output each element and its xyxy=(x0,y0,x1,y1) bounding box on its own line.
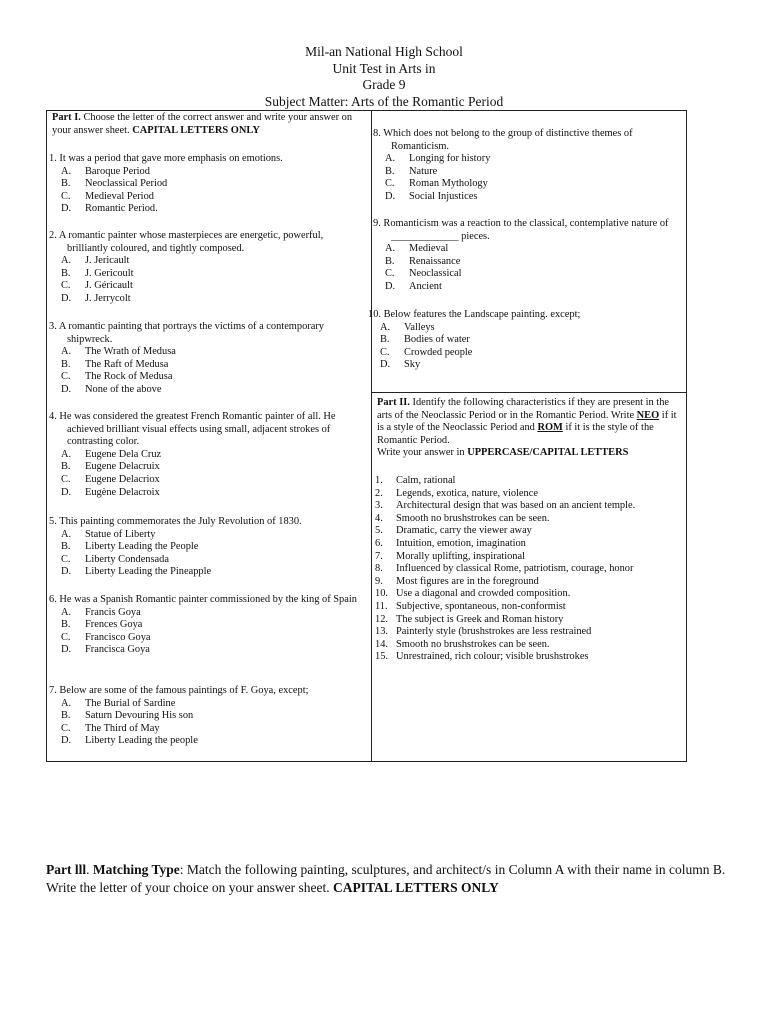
answer-option xyxy=(49,449,361,462)
part2-write-prefix: Write your answer in xyxy=(377,447,468,459)
grade-level: Grade 9 xyxy=(362,77,406,92)
question-text: Below are some of the famous paintings of F. Goya, except; xyxy=(59,685,309,696)
test-title: Unit Test in Arts in xyxy=(332,60,436,76)
answer-option xyxy=(373,268,679,281)
rom-keyword: ROM xyxy=(537,422,563,434)
section-divider xyxy=(372,392,686,393)
answer-option xyxy=(49,541,361,554)
left-column xyxy=(47,111,372,761)
answer-option xyxy=(49,698,361,711)
answer-option xyxy=(49,166,361,179)
question-text: A romantic painter whose masterpieces are energetic, powerful, brilliantly coloured, and tightly composed. xyxy=(58,230,324,254)
answer-option xyxy=(373,256,679,269)
item-number: 3. xyxy=(375,500,383,512)
answer-option xyxy=(49,619,361,632)
question-8 xyxy=(373,128,679,204)
answer-option xyxy=(49,566,361,579)
option-letter: A. xyxy=(380,321,391,333)
answer-option xyxy=(368,334,679,347)
answer-option xyxy=(49,474,361,487)
option-letter: B. xyxy=(385,255,395,267)
option-text: Longing for history xyxy=(409,153,491,165)
answer-option xyxy=(49,268,361,281)
option-letter: A. xyxy=(385,153,396,165)
part2-instructions xyxy=(377,397,680,460)
part3-instruction: : Match the following painting, sculptures, and architect/s in Column A with their name in column B. Write the letter of your choice on your answer sheet. xyxy=(46,862,726,895)
item-text: Smooth no brushstrokes can be seen. xyxy=(396,638,550,650)
answer-option xyxy=(49,203,361,216)
characteristic-item xyxy=(375,614,680,627)
question-number: 10. xyxy=(368,309,381,320)
answer-option xyxy=(373,191,679,204)
item-text: The subject is Greek and Roman history xyxy=(396,613,564,625)
option-text: Francis Goya xyxy=(85,606,141,618)
option-letter: C. xyxy=(380,346,390,358)
characteristic-item xyxy=(375,601,680,614)
option-letter: B. xyxy=(61,541,71,553)
question-stem xyxy=(49,685,361,698)
option-letter: D. xyxy=(61,486,72,498)
part1-instructions xyxy=(52,112,362,137)
item-number: 10. xyxy=(375,588,388,600)
answer-option xyxy=(368,322,679,335)
neo-keyword: NEO xyxy=(636,409,660,421)
characteristic-item xyxy=(375,639,680,652)
answer-option xyxy=(49,178,361,191)
option-text: Roman Mythology xyxy=(409,178,488,190)
part3-instructions xyxy=(46,861,726,896)
answer-option xyxy=(373,281,679,294)
part3-type: Matching Type xyxy=(92,862,180,877)
item-text: Intuition, emotion, imagination xyxy=(396,537,526,549)
option-text: J. Jericault xyxy=(85,255,130,267)
question-stem xyxy=(49,321,361,346)
item-text: Most figures are in the foreground xyxy=(396,575,539,587)
option-text: Neoclassical Period xyxy=(85,178,168,190)
test-table xyxy=(46,110,687,762)
option-letter: A. xyxy=(61,697,72,709)
option-text: Francisco Goya xyxy=(85,631,151,643)
option-letter: C. xyxy=(61,280,71,292)
part2-write-emphasis: UPPERCASE/CAPITAL LETTERS xyxy=(467,447,629,459)
question-number: 2. xyxy=(49,230,57,241)
option-letter: A. xyxy=(61,528,72,540)
option-letter: D. xyxy=(61,203,72,215)
answer-option xyxy=(373,243,679,256)
question-number: 6. xyxy=(49,594,57,605)
option-text: Medieval Period xyxy=(85,190,154,202)
part1-emphasis: CAPITAL LETTERS ONLY xyxy=(132,124,260,136)
question-text: He was a Spanish Romantic painter commissioned by the king of Spain xyxy=(59,594,357,605)
answer-option xyxy=(368,359,679,372)
option-letter: A. xyxy=(61,346,72,358)
option-letter: B. xyxy=(61,178,71,190)
item-text: Dramatic, carry the viewer away xyxy=(396,525,532,537)
option-letter: B. xyxy=(385,165,395,177)
subject-matter: Subject Matter: Arts of the Romantic Period xyxy=(264,93,504,109)
question-4 xyxy=(49,411,361,499)
characteristic-item xyxy=(375,588,680,601)
part2-label: Part II. xyxy=(377,397,410,408)
question-number: 3. xyxy=(49,321,57,332)
option-letter: D. xyxy=(61,644,72,656)
question-stem xyxy=(49,153,361,166)
question-text: Romanticism was a reaction to the classical, contemplative nature of _____________ pieces. xyxy=(383,218,669,242)
option-text: J. Géricault xyxy=(85,280,133,292)
characteristic-item xyxy=(375,651,680,664)
question-5 xyxy=(49,516,361,579)
option-text: Social Injustices xyxy=(409,190,478,202)
option-letter: C. xyxy=(61,371,71,383)
option-letter: D. xyxy=(385,190,396,202)
question-text: He was considered the greatest French Romantic painter of all. He achieved brilliant visual effects using small, adjacent strokes of contrasting color. xyxy=(59,411,336,448)
option-letter: B. xyxy=(61,619,71,631)
option-text: The Third of May xyxy=(85,722,160,734)
characteristic-item xyxy=(375,475,680,488)
answer-option xyxy=(49,346,361,359)
item-text: Subjective, spontaneous, non-conformist xyxy=(396,600,566,612)
answer-option xyxy=(49,280,361,293)
answer-option xyxy=(49,359,361,372)
item-number: 14. xyxy=(375,638,388,650)
part3-dot: . xyxy=(86,862,93,877)
answer-option xyxy=(373,178,679,191)
answer-option xyxy=(49,255,361,268)
option-letter: D. xyxy=(380,359,391,371)
option-text: Eugene Delacruix xyxy=(85,461,160,473)
answer-option xyxy=(373,166,679,179)
answer-option xyxy=(49,529,361,542)
item-number: 7. xyxy=(375,550,383,562)
question-stem xyxy=(49,411,361,449)
answer-option xyxy=(49,293,361,306)
item-text: Legends, exotica, nature, violence xyxy=(396,487,538,499)
option-text: The Raft of Medusa xyxy=(85,358,169,370)
answer-option xyxy=(49,710,361,723)
item-number: 1. xyxy=(375,475,383,486)
option-letter: B. xyxy=(61,710,71,722)
option-text: The Wrath of Medusa xyxy=(85,346,176,358)
part1-label: Part I. xyxy=(52,112,81,123)
option-text: Liberty Leading the Pineapple xyxy=(85,566,212,578)
option-letter: C. xyxy=(61,631,71,643)
answer-option xyxy=(373,153,679,166)
option-text: J. Gericoult xyxy=(85,267,134,279)
option-letter: C. xyxy=(385,268,395,280)
question-stem xyxy=(373,218,679,243)
option-letter: B. xyxy=(61,461,71,473)
option-letter: D. xyxy=(385,280,396,292)
option-text: Neoclassical xyxy=(409,268,462,280)
option-letter: C. xyxy=(61,190,71,202)
option-text: Sky xyxy=(404,359,421,371)
answer-option xyxy=(49,607,361,620)
option-letter: B. xyxy=(61,358,71,370)
question-text: A romantic painting that portrays the victims of a contemporary shipwreck. xyxy=(58,321,325,345)
option-text: Statue of Liberty xyxy=(85,528,156,540)
question-text: This painting commemorates the July Revolution of 1830. xyxy=(59,516,302,527)
characteristic-item xyxy=(375,576,680,589)
answer-option xyxy=(49,554,361,567)
question-10 xyxy=(368,309,679,372)
question-3 xyxy=(49,321,361,397)
answer-option xyxy=(49,632,361,645)
item-text: Unrestrained, rich colour; visible brushstrokes xyxy=(396,651,589,663)
question-number: 4. xyxy=(49,411,57,422)
characteristic-item xyxy=(375,488,680,501)
characteristic-item xyxy=(375,626,680,639)
question-stem xyxy=(373,128,679,153)
item-number: 5. xyxy=(375,525,383,537)
answer-option xyxy=(49,384,361,397)
question-number: 8. xyxy=(373,128,381,139)
item-number: 12. xyxy=(375,613,388,625)
question-text: It was a period that gave more emphasis on emotions. xyxy=(59,153,283,164)
option-text: Liberty Leading the People xyxy=(85,541,199,553)
item-text: Use a diagonal and crowded composition. xyxy=(396,588,571,600)
item-number: 4. xyxy=(375,512,383,524)
option-letter: B. xyxy=(380,334,390,346)
question-text: Which does not belong to the group of distinctive themes of Romanticism. xyxy=(383,128,633,152)
question-number: 7. xyxy=(49,685,57,696)
item-number: 6. xyxy=(375,537,383,549)
option-text: Francisca Goya xyxy=(85,644,150,656)
part2-instruction-b: if it is a style of the Neoclassic Period and xyxy=(377,409,677,434)
item-text: Influenced by classical Rome, patriotism, courage, honor xyxy=(396,563,634,575)
item-number: 2. xyxy=(375,487,383,499)
answer-option xyxy=(368,347,679,360)
option-letter: D. xyxy=(61,735,72,747)
option-text: The Burial of Sardine xyxy=(85,697,176,709)
part3-label: Part lll xyxy=(46,862,87,877)
option-text: Eugene Delacriox xyxy=(85,473,160,485)
part3-emphasis: CAPITAL LETTERS ONLY xyxy=(332,879,499,895)
question-stem xyxy=(49,230,361,255)
characteristic-item xyxy=(375,563,680,576)
item-text: Morally uplifting, inspirational xyxy=(396,550,526,562)
question-stem xyxy=(368,309,679,322)
item-number: 9. xyxy=(375,575,383,587)
item-text: Smooth no brushstrokes can be seen. xyxy=(396,512,550,524)
part2-instruction-c: if it is the style of the Romantic Period. xyxy=(377,422,654,446)
option-text: Liberty Condensada xyxy=(85,553,169,565)
option-text: Ancient xyxy=(409,280,442,292)
option-letter: C. xyxy=(385,178,395,190)
characteristic-item xyxy=(375,513,680,526)
answer-option xyxy=(49,644,361,657)
question-number: 1. xyxy=(49,153,57,164)
answer-option xyxy=(49,487,361,500)
option-letter: A. xyxy=(61,255,72,267)
option-text: The Rock of Medusa xyxy=(85,371,173,383)
answer-option xyxy=(49,191,361,204)
option-text: Liberty Leading the people xyxy=(85,735,198,747)
option-letter: D. xyxy=(61,292,72,304)
item-text: Painterly style (brushstrokes are less restrained xyxy=(396,626,592,638)
question-stem xyxy=(49,594,361,607)
right-column xyxy=(368,111,686,761)
part2-instruction-a: Identify the following characteristics if they are present in the arts of the Neoclassic Period or in the Romantic Period. Write xyxy=(377,397,669,421)
answer-option xyxy=(49,735,361,748)
question-number: 5. xyxy=(49,516,57,527)
option-text: Eugene Dela Cruz xyxy=(85,448,162,460)
question-text: Below features the Landscape painting. except; xyxy=(383,309,581,320)
option-letter: D. xyxy=(61,566,72,578)
option-text: Valleys xyxy=(404,321,435,333)
question-9 xyxy=(373,218,679,294)
option-text: Eugène Delacroix xyxy=(85,486,160,498)
answer-option xyxy=(49,723,361,736)
item-number: 13. xyxy=(375,626,388,638)
item-number: 15. xyxy=(375,651,388,663)
option-text: Romantic Period. xyxy=(85,203,158,215)
part2-items xyxy=(375,475,680,664)
item-number: 8. xyxy=(375,563,383,575)
option-text: None of the above xyxy=(85,383,162,395)
characteristic-item xyxy=(375,538,680,551)
option-text: Bodies of water xyxy=(404,334,470,346)
option-text: Saturn Devouring His son xyxy=(85,710,194,722)
answer-option xyxy=(49,371,361,384)
question-number: 9. xyxy=(373,218,381,229)
document-header xyxy=(0,44,768,110)
school-name: Mil-an National High School xyxy=(305,44,463,59)
option-text: Nature xyxy=(409,165,438,177)
answer-option xyxy=(49,461,361,474)
option-text: Renaissance xyxy=(409,255,461,267)
option-text: J. Jerrycolt xyxy=(85,292,131,304)
item-text: Architectural design that was based on an ancient temple. xyxy=(396,500,636,512)
option-letter: A. xyxy=(61,448,72,460)
option-letter: A. xyxy=(61,165,72,177)
question-6 xyxy=(49,594,361,657)
characteristic-item xyxy=(375,551,680,564)
option-letter: A. xyxy=(385,243,396,255)
option-letter: C. xyxy=(61,722,71,734)
option-letter: C. xyxy=(61,553,71,565)
characteristic-item xyxy=(375,500,680,513)
question-1 xyxy=(49,153,361,216)
characteristic-item xyxy=(375,525,680,538)
option-letter: D. xyxy=(61,383,72,395)
item-text: Calm, rational xyxy=(396,475,456,486)
part1-instruction: Choose the letter of the correct answer and write your answer on your answer sheet. xyxy=(52,112,353,136)
option-letter: C. xyxy=(61,473,71,485)
question-stem xyxy=(49,516,361,529)
item-number: 11. xyxy=(375,600,388,612)
option-text: Medieval xyxy=(409,243,449,255)
option-letter: A. xyxy=(61,606,72,618)
option-text: Baroque Period xyxy=(85,165,150,177)
option-text: Crowded people xyxy=(404,346,473,358)
question-7 xyxy=(49,685,361,748)
option-text: Frences Goya xyxy=(85,619,143,631)
option-letter: B. xyxy=(61,267,71,279)
question-2 xyxy=(49,230,361,306)
